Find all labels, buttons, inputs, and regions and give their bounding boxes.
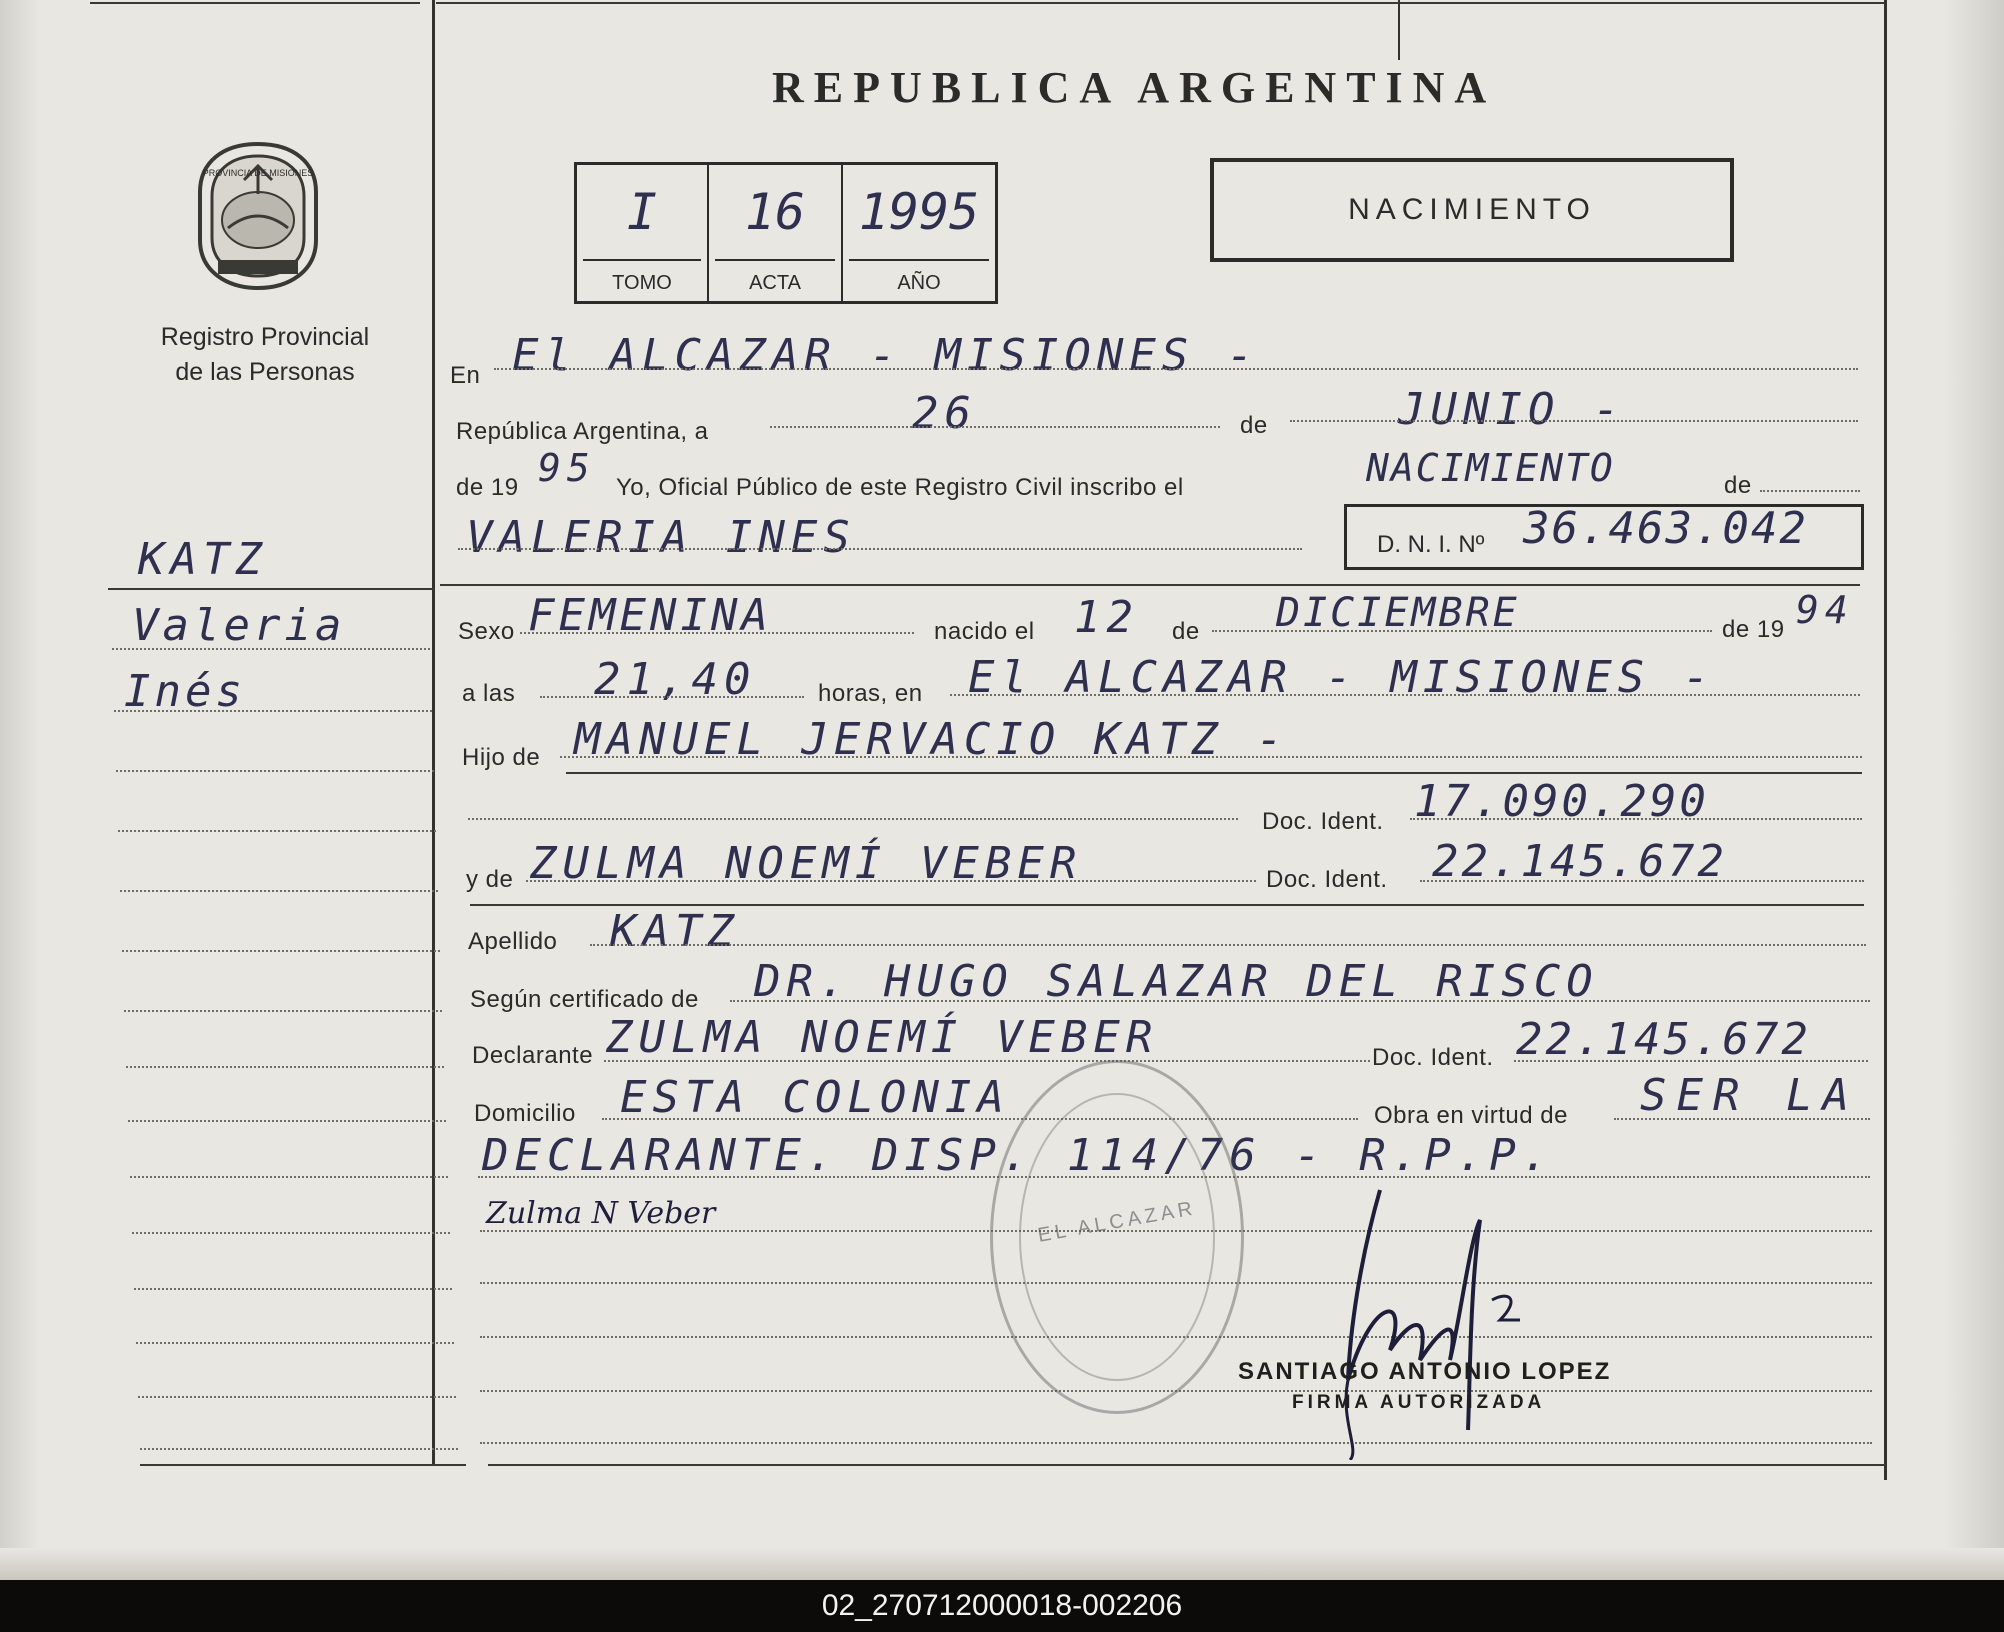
birth-place: El ALCAZAR - MISIONES - (968, 652, 1716, 703)
obra-line (1614, 1118, 1870, 1120)
margin-line (132, 1232, 450, 1234)
margin-line (122, 950, 440, 952)
margin-given-name-1: Valeria (132, 600, 346, 651)
sexo-label: Sexo (458, 618, 515, 645)
de-label-month: de (1240, 412, 1268, 439)
mother-doc-line (1420, 880, 1864, 882)
margin-top-rule (90, 2, 420, 4)
frame-top-rule (436, 2, 1886, 4)
time-line (540, 696, 804, 698)
oficial-statement: Yo, Oficial Público de este Registro Civil inscribo el (616, 474, 1184, 501)
nacido-label: nacido el (934, 618, 1035, 645)
segun-line (730, 1000, 1870, 1002)
birth-day: 12 (1074, 592, 1139, 643)
declarante-doc-line (1514, 1060, 1868, 1062)
anio-divider (849, 259, 989, 261)
margin-line (124, 1010, 442, 1012)
republica-label: República Argentina, a (456, 418, 709, 445)
sexo-value: FEMENINA (528, 590, 772, 641)
margin-line (134, 1288, 452, 1290)
anio-value: 1995 (858, 183, 980, 241)
mother-name: ZULMA NOEMÍ VEBER (530, 838, 1083, 889)
father-doc-label: Doc. Ident. (1262, 808, 1384, 835)
birth-time: 21,40 (594, 654, 757, 705)
mother-line (526, 880, 1256, 882)
apellido-label: Apellido (468, 928, 558, 955)
year-prefix-label: de 19 (456, 474, 519, 501)
tomo-divider (583, 259, 701, 261)
page-shadow-left (0, 0, 40, 1580)
margin-line (126, 1066, 444, 1068)
country-title: REPUBLICA ARGENTINA (772, 63, 1497, 112)
domicilio-label: Domicilio (474, 1100, 576, 1127)
acta-cell (709, 165, 843, 301)
segun-label: Según certificado de (470, 986, 699, 1013)
de-label-birth: de (1172, 618, 1200, 645)
tomo-label: TOMO (612, 272, 672, 294)
obra-label: Obra en virtud de (1374, 1102, 1568, 1129)
official-stamp (990, 1060, 1244, 1414)
mother-doc-value: 22.145.672 (1432, 836, 1727, 887)
provincial-seal-icon (188, 140, 328, 292)
dni-label: D. N. I. Nº (1377, 531, 1485, 558)
frame-right-border (1884, 0, 1887, 1480)
place-line (950, 694, 1860, 696)
frame-bottom-rule (488, 1464, 1886, 1466)
tomo-cell (577, 165, 709, 301)
agency-line-1: Registro Provincial (160, 323, 370, 351)
obra-continuation: DECLARANTE. DISP. 114/76 - R.P.P. (482, 1130, 1555, 1181)
en-line (494, 368, 1858, 370)
margin-line (112, 648, 430, 650)
name-line (458, 548, 1302, 550)
domicilio-line (602, 1118, 1358, 1120)
frame-left-border (432, 0, 435, 1466)
margin-given-name-2: Inés (124, 666, 246, 717)
declarante-line (604, 1060, 1370, 1062)
father-name: MANUEL JERVACIO KATZ - (574, 714, 1289, 765)
day-line (770, 426, 1220, 428)
father-doc-line (1410, 818, 1862, 820)
declarante-label: Declarante (472, 1042, 594, 1069)
event-line (1760, 490, 1860, 492)
alas-label: a las (462, 680, 516, 707)
declarante-value: ZULMA NOEMÍ VEBER (606, 1012, 1159, 1063)
record-number-box (574, 162, 998, 304)
image-id-footer: 02_270712000018-002206 (0, 1580, 2004, 1632)
apellido-value: KATZ (610, 906, 740, 957)
dni-value: 36.463.042 (1523, 503, 1808, 554)
stamp-text: EL ALCAZAR (1036, 1197, 1198, 1247)
margin-bottom-rule (140, 1464, 466, 1466)
certificate-physician: DR. HUGO SALAZAR DEL RISCO (754, 956, 1599, 1007)
acta-label: ACTA (749, 272, 801, 294)
yde-label: y de (466, 866, 514, 893)
father-rule (566, 772, 1862, 774)
birth-month: DICIEMBRE (1276, 590, 1520, 636)
en-label: En (450, 362, 481, 389)
section-rule (440, 584, 1860, 586)
margin-line (136, 1342, 454, 1344)
de-label-event: de (1724, 472, 1752, 499)
book-binding-edge (0, 1548, 2004, 1580)
anio-cell (843, 165, 995, 301)
obra-value: SER LA (1640, 1070, 1859, 1121)
certificate-type-box: NACIMIENTO (1210, 158, 1734, 262)
page-shadow-right (1944, 0, 2004, 1580)
margin-line (140, 1448, 458, 1450)
margin-line (114, 710, 432, 712)
margin-line (130, 1176, 448, 1178)
declarante-doc-label: Doc. Ident. (1372, 1044, 1494, 1071)
horas-label: horas, en (818, 680, 923, 707)
registration-year: 95 (538, 446, 596, 490)
agency-name (130, 320, 400, 390)
birth-year-prefix: de 19 (1722, 616, 1785, 643)
declarante-doc-value: 22.145.672 (1516, 1014, 1811, 1065)
month-line (1290, 420, 1858, 422)
mother-doc-label: Doc. Ident. (1266, 866, 1388, 893)
official-signature-icon (1320, 1180, 1580, 1460)
margin-surname: KATZ (138, 534, 268, 585)
registration-day: 26 (912, 388, 977, 439)
father-doc-value: 17.090.290 (1414, 776, 1709, 827)
seal-text: PROVINCIA DE MISIONES (202, 168, 314, 178)
signature-line (480, 1442, 1872, 1444)
birth-month-line (1212, 630, 1712, 632)
place-of-registration: El ALCAZAR - MISIONES - (512, 330, 1260, 381)
father-line (560, 756, 1862, 758)
official-name: SANTIAGO ANTONIO LOPEZ (1238, 1358, 1612, 1385)
registered-event: NACIMIENTO (1366, 446, 1615, 490)
registration-month: JUNIO - (1398, 384, 1626, 435)
child-given-names: VALERIA INES (466, 512, 856, 563)
dni-box (1344, 504, 1864, 570)
sexo-line (520, 632, 914, 634)
margin-surname-rule (108, 588, 434, 590)
official-title: FIRMA AUTORIZADA (1292, 1392, 1546, 1413)
top-stroke-mark (1398, 0, 1400, 60)
birth-year: 94 (1796, 588, 1854, 632)
margin-line (128, 1120, 446, 1122)
acta-value: 16 (744, 183, 806, 241)
tomo-value: I (626, 183, 658, 241)
margin-line (120, 890, 438, 892)
margin-line (116, 770, 434, 772)
margin-line (118, 830, 436, 832)
agency-line-2: de las Personas (175, 358, 355, 386)
father-line-2 (468, 818, 1238, 820)
apellido-line (590, 944, 1866, 946)
domicilio-value: ESTA COLONIA (620, 1072, 1010, 1123)
anio-label: AÑO (897, 272, 941, 294)
declarant-signature: Zulma N Veber (486, 1196, 716, 1231)
margin-line (138, 1396, 456, 1398)
acta-divider (715, 259, 835, 261)
hijo-label: Hijo de (462, 744, 541, 771)
